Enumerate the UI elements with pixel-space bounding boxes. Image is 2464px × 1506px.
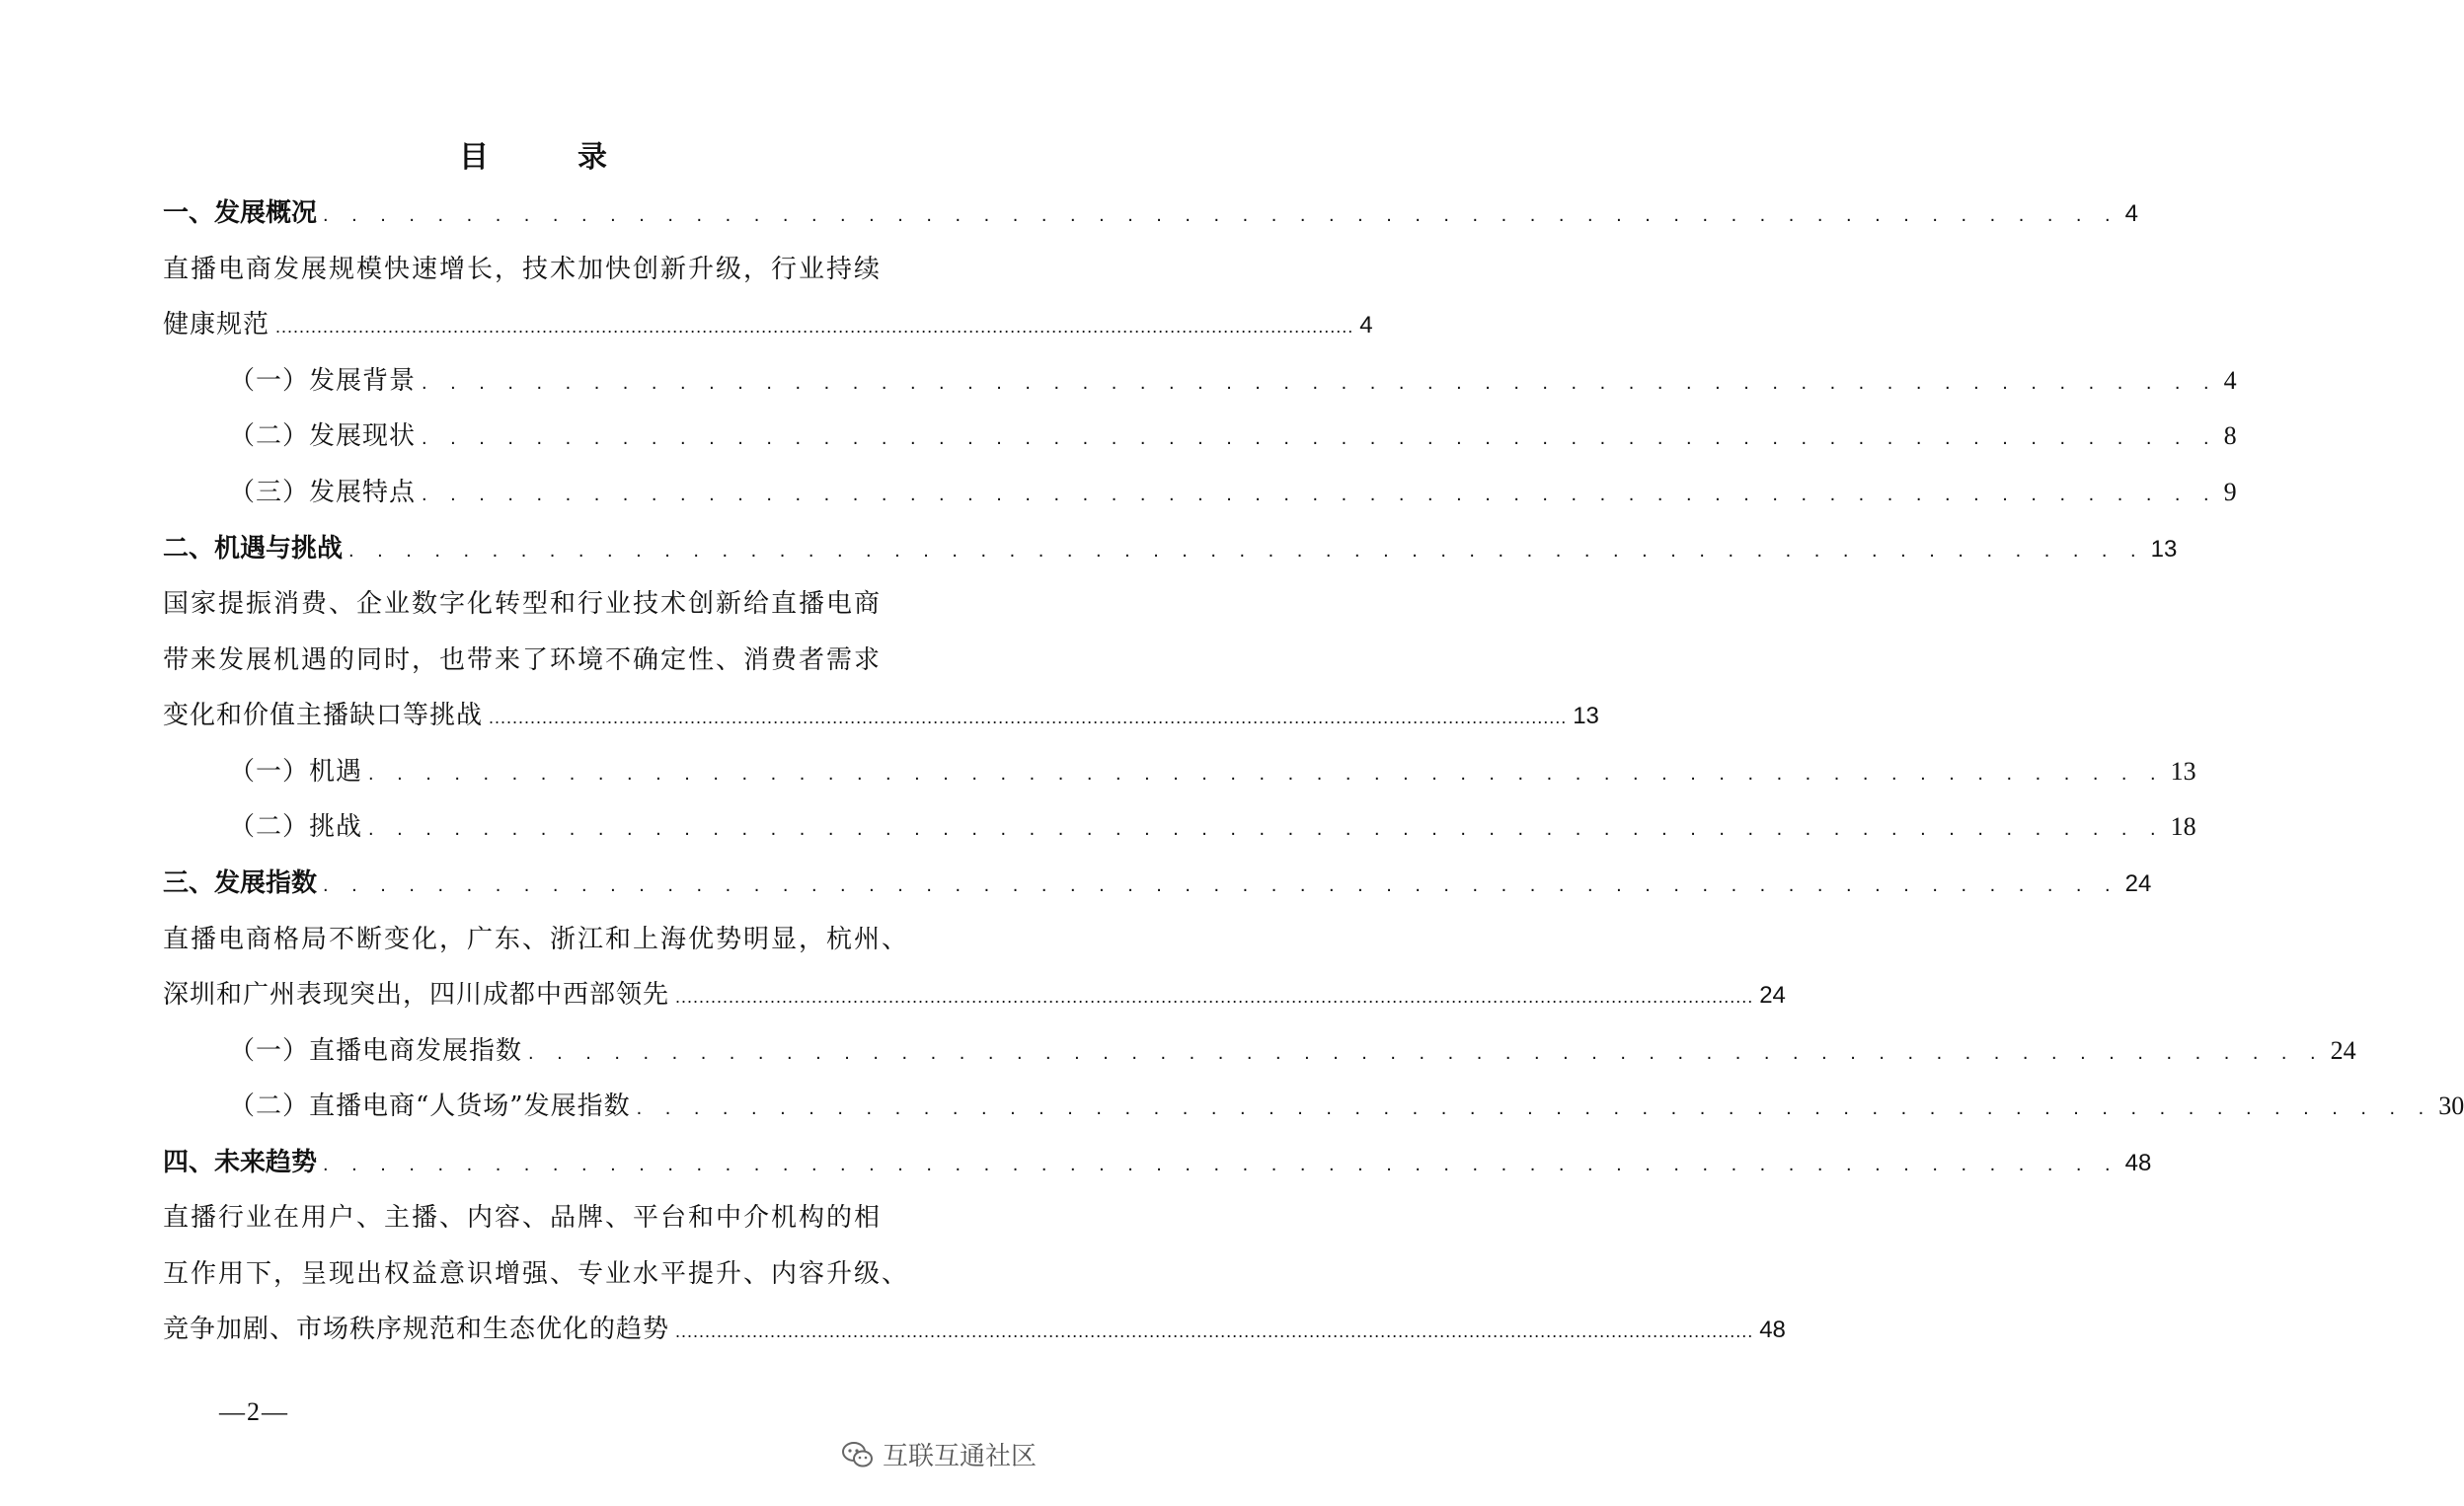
footer-page-number: —2— <box>219 1397 289 1426</box>
toc-entry-label: （一）发展背景 <box>229 366 417 396</box>
toc-desc-line: 直播电商格局不断变化，广东、浙江和上海优势明显，杭州、 <box>163 925 910 954</box>
toc-leader: ...................................................................................................................................................................................... <box>675 1321 1754 1341</box>
toc-entry-section-1[interactable] <box>163 191 2138 235</box>
toc-entry-section-1-desc[interactable] <box>163 303 1373 346</box>
toc-entry-section-2[interactable] <box>163 527 2178 570</box>
wechat-icon <box>841 1440 875 1469</box>
toc-entry-label: （一）直播电商发展指数 <box>229 1036 523 1066</box>
toc-page-number: 8 <box>2223 421 2237 450</box>
toc-entry-1-3[interactable] <box>229 471 2237 514</box>
toc-entry-3-1[interactable] <box>229 1029 2356 1073</box>
toc-entry-label: 三、发展指数 <box>163 868 318 898</box>
toc-desc-line: 国家提振消费、企业数字化转型和行业技术创新给直播电商 <box>163 589 883 619</box>
toc-leader: . . . . . . . . . . . . . . . . . . . . . . . . . . . . . . . . . . . . . . . . . . . . . . . . . . . . . . . . . . . . . . . <box>422 484 2218 505</box>
toc-page-number: 13 <box>2170 757 2196 786</box>
toc-entry-label: 深圳和广州表现突出，四川成都中西部领先 <box>163 980 670 1010</box>
toc-entry-2-2[interactable] <box>229 805 2196 849</box>
toc-entry-label: 变化和价值主播缺口等挑战 <box>163 701 484 730</box>
toc-leader: . . . . . . . . . . . . . . . . . . . . . . . . . . . . . . . . . . . . . . . . . . . . . . . . . . . . . . . . . . . . . . . <box>368 818 2165 840</box>
toc-desc-line: 直播电商发展规模快速增长，技术加快创新升级，行业持续 <box>163 255 883 284</box>
toc-entry-section-2-desc[interactable] <box>163 694 1599 737</box>
toc-leader: . . . . . . . . . . . . . . . . . . . . . . . . . . . . . . . . . . . . . . . . . . . . . . . . . . . . . . . . . . . . . . . <box>348 540 2145 562</box>
toc-leader: ...................................................................................................................................................................................... <box>489 708 1568 727</box>
toc-entry-label: 四、未来趋势 <box>163 1148 318 1177</box>
toc-leader: . . . . . . . . . . . . . . . . . . . . . . . . . . . . . . . . . . . . . . . . . . . . . . . . . . . . . . . . . . . . . . . <box>323 204 2119 226</box>
toc-desc-line: 带来发展机遇的同时，也带来了环境不确定性、消费者需求 <box>163 645 883 675</box>
watermark <box>841 1436 1037 1472</box>
watermark-text: 互联互通社区 <box>883 1442 1038 1471</box>
toc-page-number: 24 <box>2124 870 2152 897</box>
toc-entry-label: （二）直播电商“人货场”发展指数 <box>229 1092 631 1121</box>
toc-entry-label: 竞争加剧、市场秩序规范和生态优化的趋势 <box>163 1315 670 1344</box>
toc-leader: . . . . . . . . . . . . . . . . . . . . . . . . . . . . . . . . . . . . . . . . . . . . . . . . . . . . . . . . . . . . . . . <box>368 763 2165 785</box>
toc-entry-section-4-desc[interactable] <box>163 1308 1786 1351</box>
toc-entry-2-1[interactable] <box>229 750 2196 793</box>
toc-entry-3-2[interactable] <box>229 1085 2464 1128</box>
toc-page-number: 18 <box>2170 812 2196 841</box>
toc-page-number: 48 <box>2124 1150 2152 1176</box>
toc-entry-label: （二）挑战 <box>229 812 363 842</box>
toc-desc-line: 互作用下，呈现出权益意识增强、专业水平提升、内容升级、 <box>163 1259 910 1289</box>
toc-leader: ...................................................................................................................................................................................... <box>275 317 1354 337</box>
toc-entry-label: （二）发展现状 <box>229 421 417 451</box>
toc-page-number: 4 <box>1359 312 1373 339</box>
toc-leader: . . . . . . . . . . . . . . . . . . . . . . . . . . . . . . . . . . . . . . . . . . . . . . . . . . . . . . . . . . . . . . . <box>422 427 2218 449</box>
toc-page-number: 9 <box>2223 478 2237 506</box>
toc-entry-label: 健康规范 <box>163 310 270 339</box>
toc-leader: . . . . . . . . . . . . . . . . . . . . . . . . . . . . . . . . . . . . . . . . . . . . . . . . . . . . . . . . . . . . . . . <box>636 1097 2433 1119</box>
toc-entry-label: 一、发展概况 <box>163 198 318 228</box>
toc-page-number: 4 <box>2124 200 2138 227</box>
toc-page-number: 48 <box>1759 1317 1786 1343</box>
toc-entry-label: （三）发展特点 <box>229 478 417 507</box>
page-title: 目 录 <box>459 140 637 175</box>
toc-page-number: 13 <box>1573 703 1599 729</box>
toc-entry-1-1[interactable] <box>229 359 2237 403</box>
toc-leader: . . . . . . . . . . . . . . . . . . . . . . . . . . . . . . . . . . . . . . . . . . . . . . . . . . . . . . . . . . . . . . . <box>323 874 2119 896</box>
toc-page-number: 4 <box>2223 366 2237 395</box>
toc-page-number: 24 <box>1759 982 1786 1009</box>
toc-entry-section-4[interactable] <box>163 1141 2152 1184</box>
toc-leader: . . . . . . . . . . . . . . . . . . . . . . . . . . . . . . . . . . . . . . . . . . . . . . . . . . . . . . . . . . . . . . . <box>528 1042 2325 1064</box>
toc-entry-label: （一）机遇 <box>229 757 363 787</box>
toc-desc-line: 直播行业在用户、主播、内容、品牌、平台和中介机构的相 <box>163 1203 883 1233</box>
toc-entry-section-3[interactable] <box>163 862 2152 905</box>
toc-leader: . . . . . . . . . . . . . . . . . . . . . . . . . . . . . . . . . . . . . . . . . . . . . . . . . . . . . . . . . . . . . . . <box>422 372 2218 394</box>
toc-entry-label: 二、机遇与挑战 <box>163 534 344 564</box>
toc-leader: . . . . . . . . . . . . . . . . . . . . . . . . . . . . . . . . . . . . . . . . . . . . . . . . . . . . . . . . . . . . . . . <box>323 1154 2119 1175</box>
toc-entry-1-2[interactable] <box>229 414 2237 458</box>
toc-page-number: 30 <box>2438 1092 2464 1120</box>
toc-entry-section-3-desc[interactable] <box>163 973 1786 1017</box>
toc-leader: ...................................................................................................................................................................................... <box>675 987 1754 1007</box>
toc-page-number: 24 <box>2330 1036 2356 1065</box>
toc-page-number: 13 <box>2150 536 2178 563</box>
